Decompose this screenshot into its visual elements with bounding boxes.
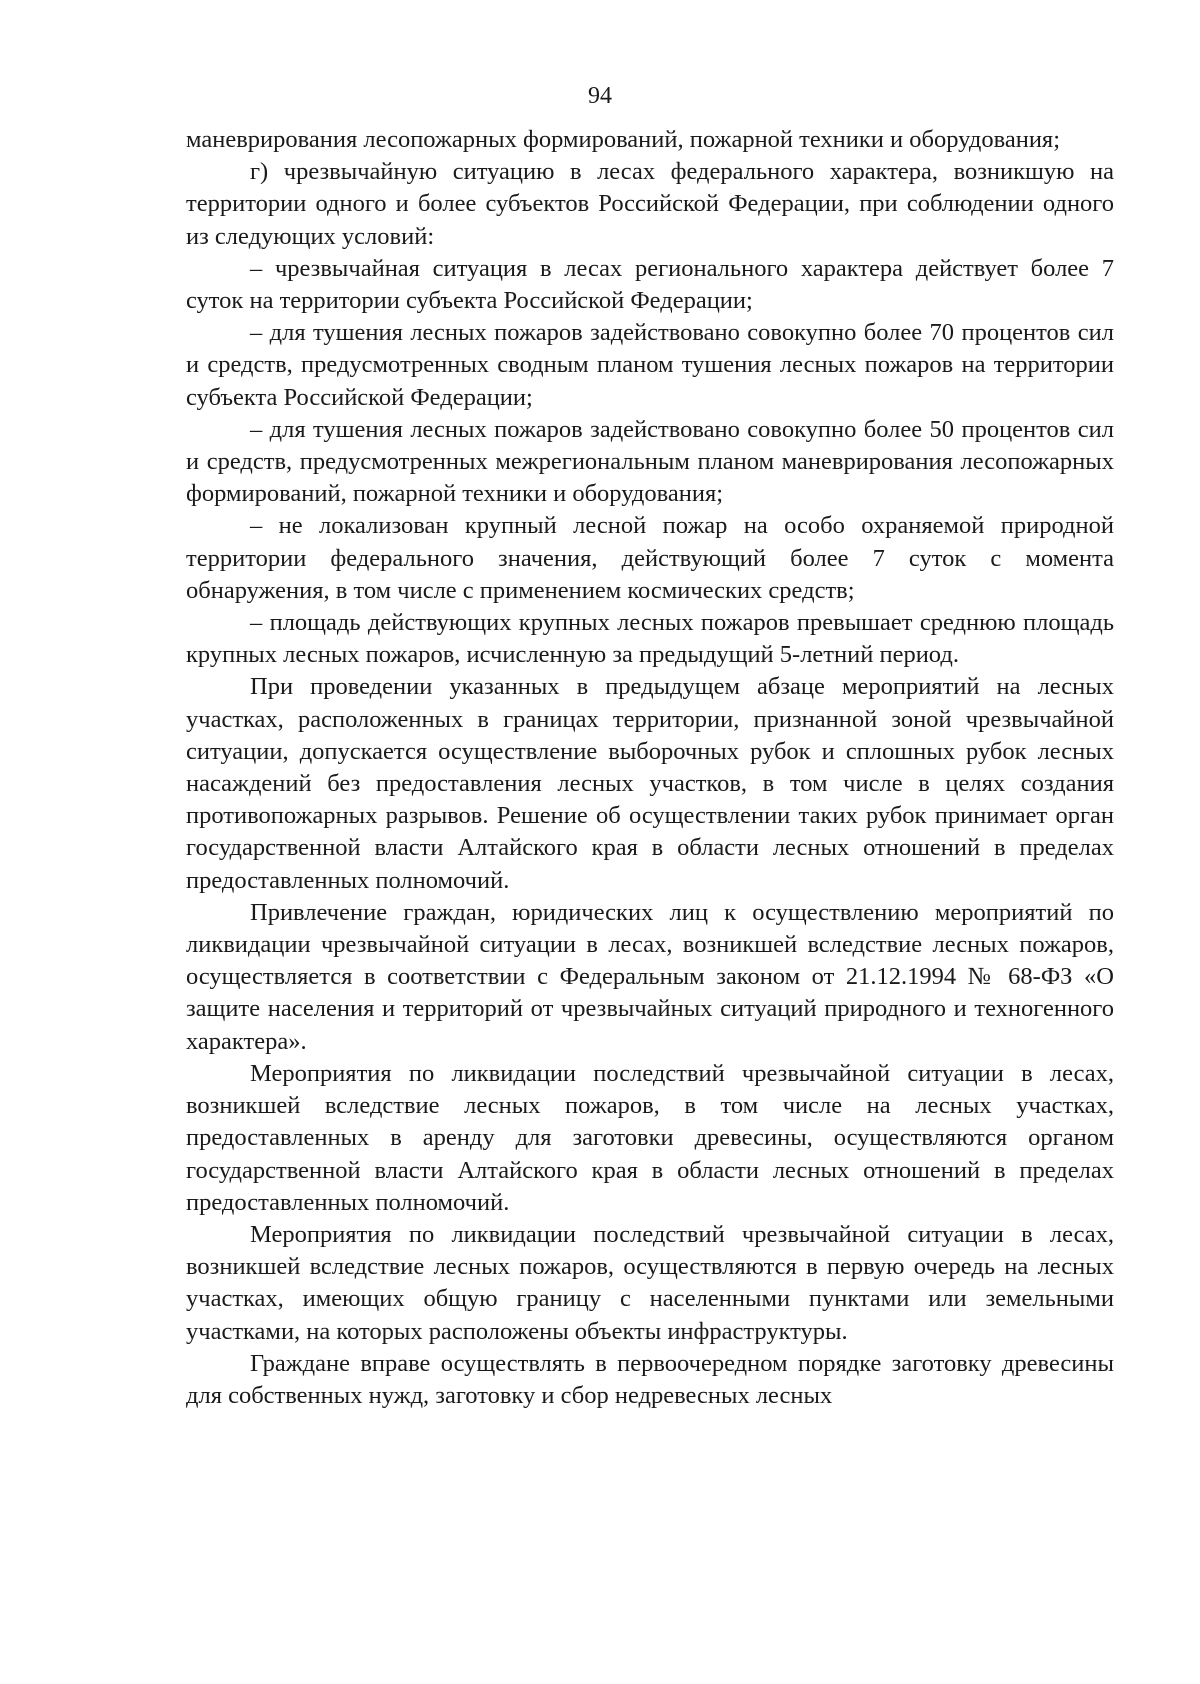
- paragraph-condition-2: – для тушения лесных пожаров задействовано совокупно более 70 процентов сил и средств, предусмотренных сводным планом тушения лесных пожаров на территории субъекта Российской Федерации;: [186, 319, 1114, 411]
- paragraph-aftermath-1: Мероприятия по ликвидации последствий чрезвычайной ситуации в лесах, возникшей вследствие лесных пожаров, в том числе на лесных участках, предоставленных в аренду для заготовки древесины, осуществляются органом государственной власти Алтайского края в области лесных отношений в пределах предоставленных полномочий.: [186, 1059, 1114, 1216]
- paragraph-continuation: маневрирования лесопожарных формирований, пожарной техники и оборудования;: [186, 126, 1061, 153]
- page-number: 94: [588, 83, 612, 109]
- paragraph-aftermath-2: Мероприятия по ликвидации последствий чрезвычайной ситуации в лесах, возникшей вследствие лесных пожаров, осуществляются в первую очередь на лесных участках, имеющих общую границу с населенными пунктами или земельными участками, на которых расположены объекты инфраструктуры.: [186, 1220, 1114, 1345]
- paragraph-involvement: Привлечение граждан, юридических лиц к осуществлению мероприятий по ликвидации чрезвычайной ситуации в лесах, возникшей вследствие лесных пожаров, осуществляется в соответствии с Федеральным законом от 21.12.1994 № 68-ФЗ «О защите населения и территорий от чрезвычайных ситуаций природного и техногенного характера».: [186, 898, 1114, 1055]
- paragraph-condition-1: – чрезвычайная ситуация в лесах регионального характера действует более 7 суток на территории субъекта Российской Федерации;: [186, 254, 1114, 315]
- paragraph-condition-4: – не локализован крупный лесной пожар на особо охраняемой природной территории федерального значения, действующий более 7 суток с момента обнаружения, в том числе с применением космических средств;: [186, 512, 1114, 604]
- paragraph-cutting: При проведении указанных в предыдущем абзаце мероприятий на лесных участках, расположенных в границах территории, признанной зоной чрезвычайной ситуации, допускается осуществление выборочных рубок и сплошных рубок лесных насаждений без предоставления лесных участков, в том числе в целях создания противопожарных разрывов. Решение об осуществлении таких рубок принимает орган государственной власти Алтайского края в области лесных отношений в пределах предоставленных полномочий.: [186, 673, 1114, 894]
- paragraph-condition-3: – для тушения лесных пожаров задействовано совокупно более 50 процентов сил и средств, предусмотренных межрегиональным планом маневрирования лесопожарных формирований, пожарной техники и оборудования;: [186, 415, 1114, 508]
- document-body: [186, 124, 1114, 1412]
- paragraph-condition-5: – площадь действующих крупных лесных пожаров превышает среднюю площадь крупных лесных пожаров, исчисленную за предыдущий 5-летний период.: [186, 609, 1114, 669]
- paragraph-citizens: Граждане вправе осуществлять в первоочередном порядке заготовку древесины для собственных нужд, заготовку и сбор недревесных лесных: [186, 1349, 1114, 1409]
- paragraph-item-g: г) чрезвычайную ситуацию в лесах федерального характера, возникшую на территории одного и более субъектов Российской Федерации, при соблюдении одного из следующих условий:: [186, 158, 1114, 250]
